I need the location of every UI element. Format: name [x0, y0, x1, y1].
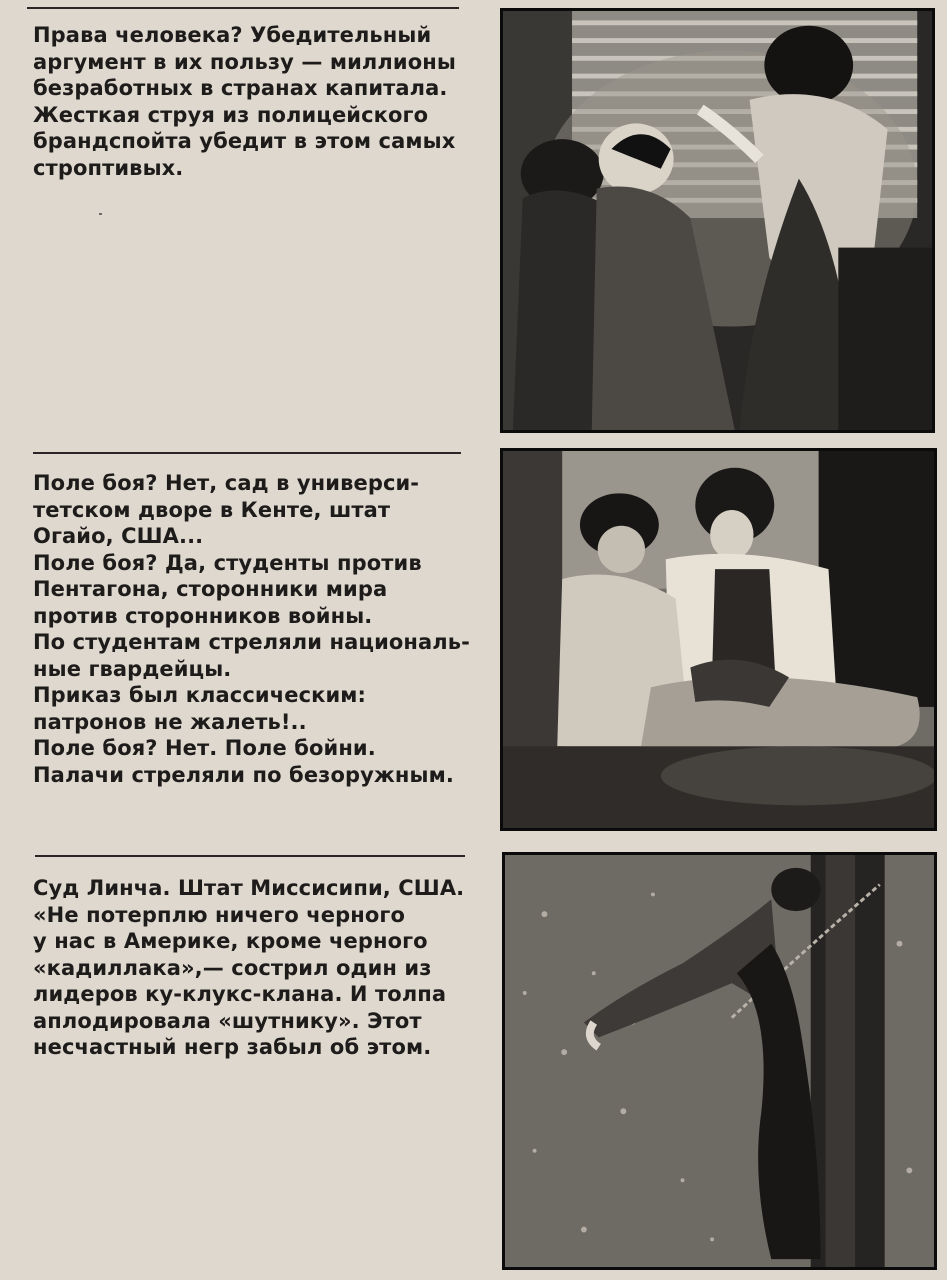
- caption-line: брандспойта убедит в этом самых: [33, 129, 456, 153]
- section-3-divider: [35, 855, 465, 857]
- caption-line: строптивых.: [33, 155, 184, 180]
- caption-line: Поле боя? Да, студенты против: [33, 550, 422, 575]
- caption-line: «Не потерплю ничего черного: [33, 902, 406, 927]
- caption-line: Поле боя? Нет, сад в универси-: [33, 471, 420, 495]
- caption-line: у нас в Америке, кроме черного: [33, 929, 428, 953]
- caption-line: Жесткая струя из полицейского: [33, 102, 429, 127]
- print-speck: [99, 213, 102, 215]
- water-cannon-protest-photo: [500, 8, 935, 433]
- caption-line: патронов не жалеть!..: [33, 709, 307, 734]
- section-2-divider: [33, 452, 461, 454]
- caption-line: Приказ был классическим:: [33, 683, 367, 707]
- section-2-caption: [33, 470, 473, 788]
- caption-line: несчастный негр забыл об этом.: [33, 1035, 432, 1059]
- caption-line: «кадиллака»,— сострил один из: [33, 955, 432, 980]
- caption-line: Палачи стреляли по безоружным.: [33, 762, 454, 787]
- caption-line: тетском дворе в Кенте, штат: [33, 497, 391, 522]
- caption-line: против сторонников войны.: [33, 603, 373, 628]
- caption-line: лидеров ку-клукс-клана. И толпа: [33, 982, 447, 1006]
- caption-line: Поле боя? Нет. Поле бойни.: [33, 736, 376, 760]
- caption-line: аргумент в их пользу — миллионы: [33, 49, 456, 74]
- caption-line: аплодировала «шутнику». Этот: [33, 1008, 422, 1033]
- caption-line: безработных в странах капитала.: [33, 76, 448, 100]
- section-1-divider: [27, 7, 459, 9]
- caption-line: ные гвардейцы.: [33, 656, 232, 681]
- section-3-caption: [33, 875, 473, 1061]
- caption-line: Права человека? Убедительный: [33, 23, 432, 47]
- lynching-victim-photo: [502, 852, 937, 1270]
- caption-line: Огайо, США...: [33, 524, 204, 548]
- caption-line: Пентагона, сторонники мира: [33, 577, 388, 601]
- section-1-caption: [33, 22, 473, 181]
- caption-line: По студентам стреляли националь-: [33, 630, 470, 654]
- caption-line: Суд Линча. Штат Миссисипи, США.: [33, 876, 465, 900]
- kent-state-wounded-student-photo: [500, 448, 937, 831]
